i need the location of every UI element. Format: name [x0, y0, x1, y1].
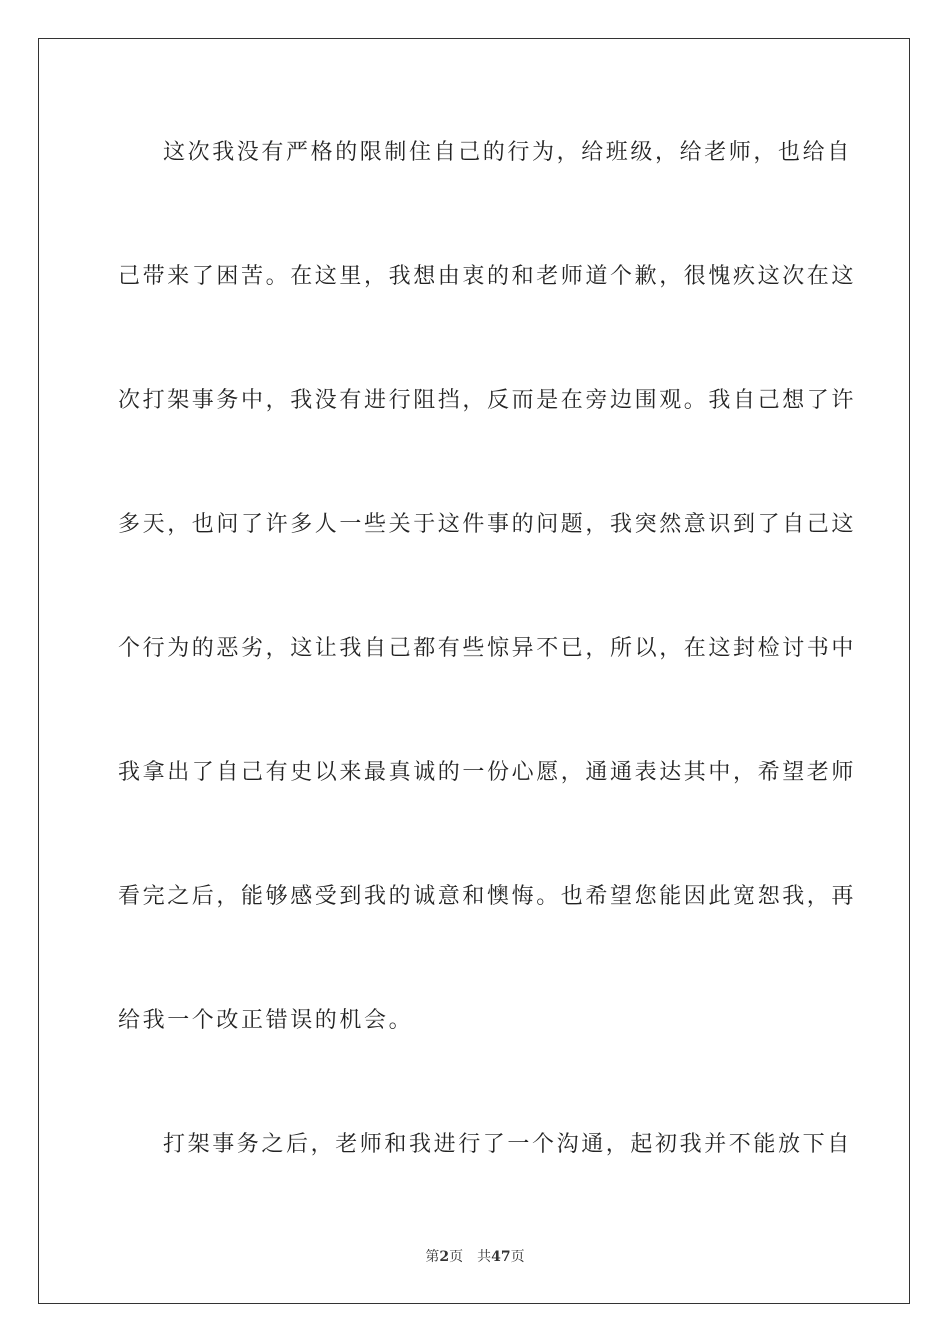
page-prefix: 第 [425, 1249, 440, 1265]
paragraph-2-line-1: 打架事务之后，老师和我进行了一个沟通，起初我并不能放下自 [163, 1132, 852, 1157]
paragraph-1-line-7: 看完之后，能够感受到我的诚意和懊悔。也希望您能因此宽恕我，再 [118, 884, 857, 909]
paragraph-1-line-3: 次打架事务中，我没有进行阻挡，反而是在旁边围观。我自己想了许 [118, 388, 857, 413]
total-suffix: 页 [510, 1249, 525, 1265]
paragraph-1-line-2: 己带来了困苦。在这里，我想由衷的和老师道个歉，很愧疚这次在这 [118, 264, 857, 289]
paragraph-1-line-4: 多天，也问了许多人一些关于这件事的问题，我突然意识到了自己这 [118, 512, 857, 537]
paragraph-1-line-5: 个行为的恶劣，这让我自己都有些惊异不已，所以，在这封检讨书中 [118, 636, 857, 661]
page-number: 2 [439, 1249, 450, 1265]
paragraph-1-line-6: 我拿出了自己有史以来最真诚的一份心愿，通通表达其中，希望老师 [118, 760, 857, 785]
page-footer [0, 1246, 950, 1266]
paragraph-1-line-1: 这次我没有严格的限制住自己的行为，给班级，给老师，也给自 [163, 140, 852, 165]
total-pages: 47 [491, 1249, 511, 1265]
page-suffix: 页 [449, 1249, 464, 1265]
page-border [38, 38, 910, 1304]
total-prefix: 共 [477, 1249, 492, 1265]
paragraph-1-line-8: 给我一个改正错误的机会。 [118, 1008, 414, 1033]
